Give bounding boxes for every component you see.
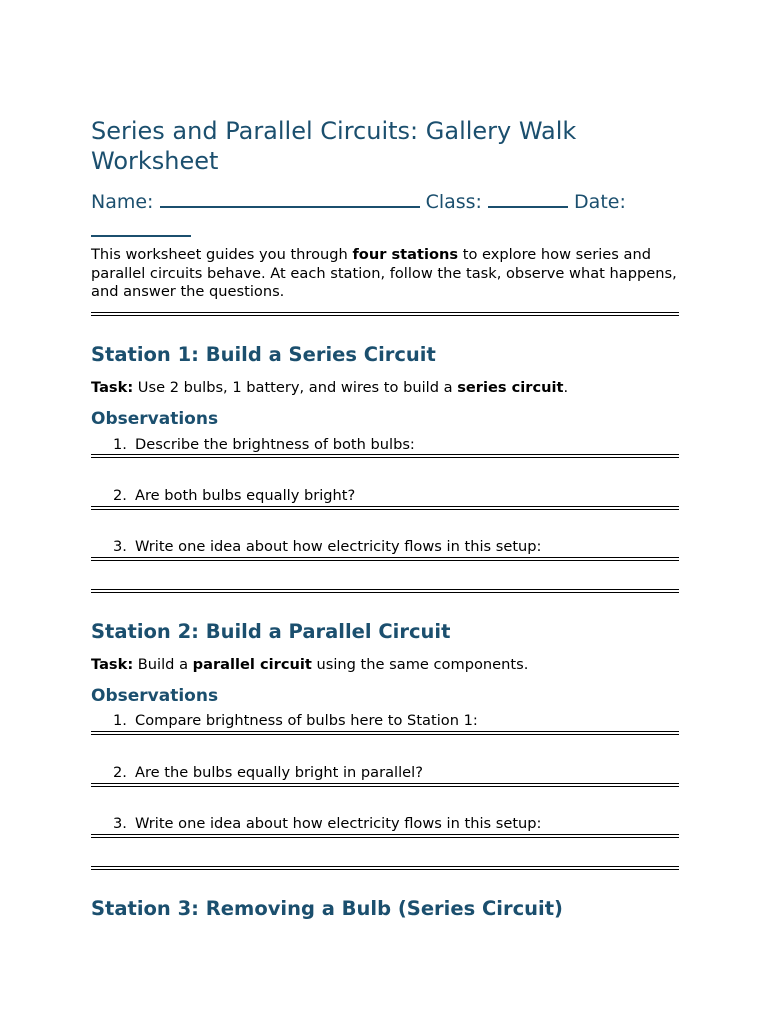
question-text: Compare brightness of bulbs here to Station 1: bbox=[135, 712, 478, 729]
task-bold: series circuit bbox=[457, 379, 564, 396]
question-item bbox=[113, 487, 355, 505]
class-blank[interactable] bbox=[488, 186, 568, 208]
station-2-observations-heading: Observations bbox=[91, 686, 219, 706]
intro-text-rest: to explore how series and parallel circuits behave. At each station, follow the task, observe what happens, and answer the questions. bbox=[91, 246, 677, 300]
page-title: Series and Parallel Circuits: Gallery Walk Worksheet bbox=[91, 117, 577, 175]
section-divider bbox=[91, 312, 679, 316]
question-number: 2. bbox=[113, 487, 127, 504]
answer-line[interactable] bbox=[91, 454, 679, 458]
station-3-heading: Station 3: Removing a Bulb (Series Circuit) bbox=[91, 897, 563, 920]
question-text: Describe the brightness of both bulbs: bbox=[135, 436, 415, 453]
question-item bbox=[113, 712, 478, 730]
task-text-end: . bbox=[563, 379, 569, 396]
student-info-line bbox=[91, 186, 679, 244]
intro-text: This worksheet guides you through bbox=[91, 246, 353, 263]
answer-line[interactable] bbox=[91, 557, 679, 561]
task-label: Task: bbox=[91, 656, 134, 673]
station-1-observations-heading: Observations bbox=[91, 409, 219, 429]
date-label: Date: bbox=[574, 191, 626, 213]
task-text: Build a bbox=[133, 656, 193, 673]
question-number: 2. bbox=[113, 764, 127, 781]
answer-line[interactable] bbox=[91, 783, 679, 787]
question-number: 1. bbox=[113, 436, 127, 453]
name-blank[interactable] bbox=[160, 186, 420, 208]
task-text-end: using the same components. bbox=[311, 656, 529, 673]
station-2-task bbox=[91, 656, 528, 674]
answer-line[interactable] bbox=[91, 731, 679, 735]
question-number: 3. bbox=[113, 815, 127, 832]
intro-paragraph bbox=[91, 246, 679, 302]
question-text: Are both bulbs equally bright? bbox=[135, 487, 356, 504]
question-number: 1. bbox=[113, 712, 127, 729]
question-item bbox=[113, 436, 415, 454]
question-text: Write one idea about how electricity flows in this setup: bbox=[135, 815, 542, 832]
station-2-heading: Station 2: Build a Parallel Circuit bbox=[91, 620, 451, 643]
question-text: Write one idea about how electricity flows in this setup: bbox=[135, 538, 542, 555]
class-label: Class: bbox=[425, 191, 482, 213]
station-1-heading: Station 1: Build a Series Circuit bbox=[91, 343, 436, 366]
section-divider bbox=[91, 866, 679, 870]
task-bold: parallel circuit bbox=[192, 656, 312, 673]
question-item bbox=[113, 538, 541, 556]
question-number: 3. bbox=[113, 538, 127, 555]
station-1-task bbox=[91, 379, 568, 397]
question-text: Are the bulbs equally bright in parallel? bbox=[135, 764, 423, 781]
section-divider bbox=[91, 589, 679, 593]
task-text: Use 2 bulbs, 1 battery, and wires to build a bbox=[133, 379, 458, 396]
answer-line[interactable] bbox=[91, 506, 679, 510]
task-label: Task: bbox=[91, 379, 134, 396]
intro-bold: four stations bbox=[352, 246, 459, 263]
question-item bbox=[113, 764, 423, 782]
name-label: Name: bbox=[91, 191, 154, 213]
date-blank[interactable] bbox=[91, 215, 191, 237]
answer-line[interactable] bbox=[91, 834, 679, 838]
question-item bbox=[113, 815, 541, 833]
